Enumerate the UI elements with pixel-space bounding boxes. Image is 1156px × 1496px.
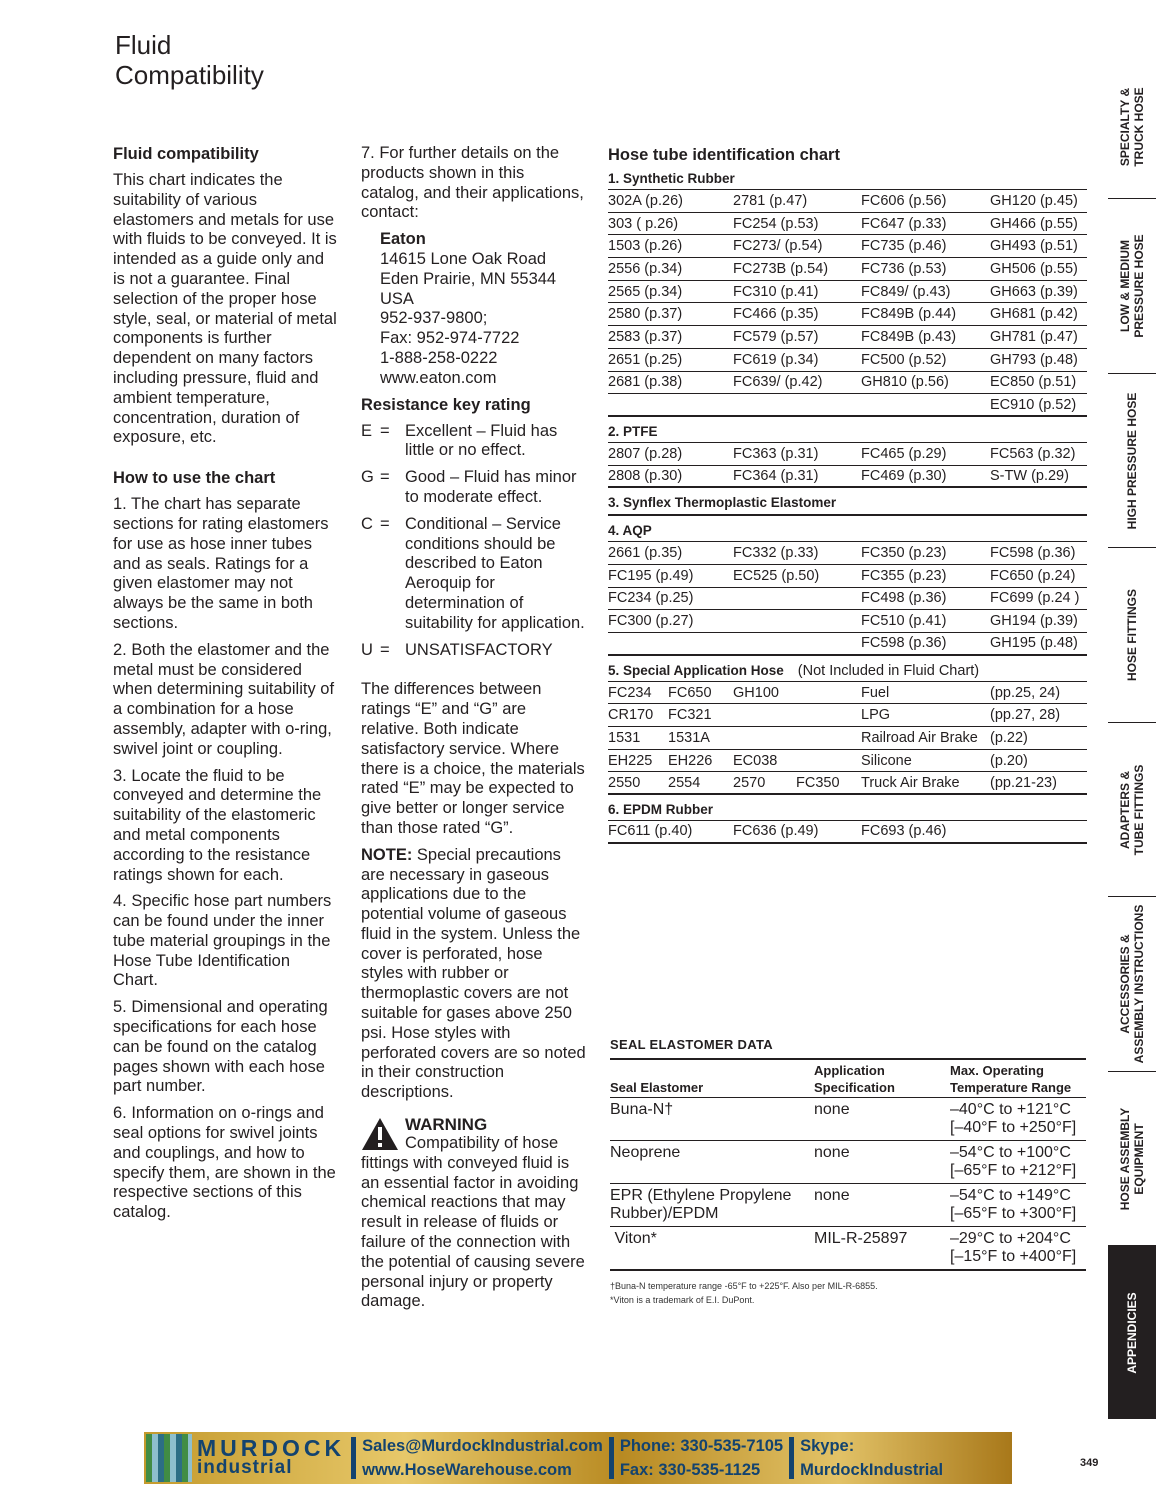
- tab-label: PRESSURE HOSE: [1132, 234, 1146, 338]
- tab-label: TRUCK HOSE: [1132, 87, 1146, 167]
- table-row: [610, 1141, 1086, 1184]
- temp-f: [–15°F to +400°F]: [950, 1248, 1077, 1265]
- step-paragraph: 1. The chart has separate sections for rating elastomers for use as hose inner tubes and as seals. Ratings for a given elastomer may not always be the same in both sections.: [113, 495, 329, 632]
- tab-label: HIGH PRESSURE HOSE: [1125, 392, 1139, 529]
- tab-label: LOW & MEDIUM: [1118, 240, 1132, 333]
- banner-skype: MurdockIndustrial: [800, 1461, 944, 1479]
- table-cell: (p.20): [990, 752, 1028, 769]
- key-row: [361, 515, 586, 634]
- table-cell: 1531A: [668, 729, 710, 746]
- seal-name: Viton*: [610, 1230, 657, 1247]
- table-cell: FC310 (p.41): [733, 283, 819, 300]
- table-cell: EH225: [608, 752, 653, 769]
- table-row: [608, 349, 1087, 372]
- key-equals: =: [380, 421, 390, 440]
- banner-divider: [609, 1437, 614, 1479]
- section-tabs: [1108, 56, 1156, 1419]
- header-text: Specification: [814, 1080, 895, 1095]
- table-cell: S-TW (p.29): [990, 467, 1069, 484]
- logo-word: industrial: [197, 1457, 293, 1478]
- tab-label: ACCESSORIES &: [1118, 934, 1132, 1034]
- table-row: [608, 235, 1087, 258]
- banner-web[interactable]: www.HoseWarehouse.com: [362, 1461, 572, 1479]
- seal-spec: none: [814, 1101, 850, 1118]
- banner-phone-block: [620, 1434, 783, 1482]
- table-row: [608, 190, 1087, 213]
- table-row: [608, 443, 1087, 466]
- seal-spec: MIL-R-25897: [814, 1230, 908, 1247]
- table-cell: FC364 (p.31): [733, 467, 819, 484]
- table-cell: Silicone: [861, 752, 912, 769]
- table-cell: FC195 (p.49): [608, 567, 694, 584]
- column-2: [361, 144, 586, 1312]
- differences-paragraph: The differences between ratings “E” and “G” are relative. Both indicate satisfactory service. Where there is a choice, the materials rated “E” may be expected to give better or longer service than those rated “G”.: [361, 680, 585, 837]
- table-cell: EC525 (p.50): [733, 567, 820, 584]
- section-heading-text: 5. Special Application Hose: [608, 662, 784, 678]
- table-row: [608, 682, 1087, 705]
- address-city: Eden Prairie, MN 55344: [380, 269, 557, 288]
- key-row: [361, 422, 586, 462]
- table-cell: (pp.25, 24): [990, 684, 1061, 701]
- contact-address: [361, 230, 586, 388]
- page-title-line1: Fluid: [115, 30, 172, 60]
- header-text: Application: [814, 1063, 885, 1078]
- seal-elastomer-table: [610, 1036, 1086, 1307]
- table-cell: GH100: [733, 684, 779, 701]
- key-description: Conditional – Service conditions should be described to Eaton Aeroquip for determination of suitability for application.: [405, 514, 585, 632]
- seal-table-title: SEAL ELASTOMER DATA: [610, 1037, 773, 1052]
- table-row: [608, 303, 1087, 326]
- table-cell: 2808 (p.30): [608, 467, 683, 484]
- table-cell: EH226: [668, 752, 713, 769]
- column-1: [113, 144, 338, 1230]
- banner-contact: [362, 1434, 603, 1482]
- murdock-logo-icon: [146, 1434, 192, 1482]
- table-row: [610, 1227, 1086, 1271]
- table-cell: FC350 (p.23): [861, 545, 947, 562]
- table-row: [608, 704, 1087, 727]
- table-cell: 1503 (p.26): [608, 238, 683, 255]
- table-row: [608, 772, 1087, 795]
- hose-tube-identification-chart: [608, 144, 1087, 844]
- table-row: [610, 1184, 1086, 1227]
- table-row: [608, 213, 1087, 236]
- table-cell: 2583 (p.37): [608, 328, 683, 345]
- table-row: [608, 750, 1087, 773]
- temp-c: –54°C to +149°C: [950, 1187, 1071, 1204]
- table-cell: FC273/ (p.54): [733, 238, 823, 255]
- key-equals: =: [380, 640, 390, 659]
- table-cell: FC636 (p.49): [733, 823, 819, 840]
- tab-label: SPECIALTY &: [1118, 87, 1132, 167]
- table-cell: 2570: [733, 774, 766, 791]
- table-row: [608, 258, 1087, 281]
- table-row: [608, 821, 1087, 844]
- table-cell: EC038: [733, 752, 778, 769]
- resistance-key-heading: Resistance key rating: [361, 395, 531, 414]
- tab-label: ASSEMBLY INSTRUCTIONS: [1132, 904, 1146, 1064]
- key-letter: U: [361, 640, 373, 659]
- table-cell: GH663 (p.39): [990, 283, 1078, 300]
- table-cell: EC910 (p.52): [990, 396, 1077, 413]
- footnote: *Viton is a trademark of E.I. DuPont.: [610, 1295, 755, 1305]
- table-cell: FC321: [668, 707, 712, 724]
- table-cell: (pp.27, 28): [990, 707, 1061, 724]
- table-cell: FC849B (p.44): [861, 306, 957, 323]
- note-label: NOTE:: [361, 845, 413, 864]
- address-phone: 952-937-9800;: [380, 309, 488, 328]
- tab-label: EQUIPMENT: [1132, 1122, 1146, 1195]
- temp-f: [–65°F to +300°F]: [950, 1205, 1077, 1222]
- table-cell: FC500 (p.52): [861, 351, 947, 368]
- chart-title: Hose tube identification chart: [608, 146, 840, 164]
- table-cell: 2550: [608, 774, 641, 791]
- banner-phone: Phone: 330-535-7105: [619, 1437, 784, 1455]
- ptfe-rows: [608, 443, 1087, 488]
- footnote: †Buna-N temperature range -65°F to +225°F. Also per MIL-R-6855.: [610, 1281, 878, 1291]
- table-row: [608, 466, 1087, 489]
- table-cell: FC498 (p.36): [861, 590, 947, 607]
- table-cell: FC650: [668, 684, 712, 701]
- table-cell: FC469 (p.30): [861, 467, 947, 484]
- table-cell: FC510 (p.41): [861, 613, 947, 630]
- table-cell: FC234: [608, 684, 652, 701]
- page-number: 349: [1080, 1457, 1099, 1469]
- table-cell: 303 ( p.26): [608, 215, 679, 232]
- table-cell: GH120 (p.45): [990, 192, 1078, 209]
- tab-hose-assembly-equipment[interactable]: [1108, 1072, 1156, 1246]
- table-cell: GH810 (p.56): [861, 374, 949, 391]
- table-cell: 1531: [608, 729, 641, 746]
- header-seal-elastomer: Seal Elastomer: [610, 1080, 704, 1095]
- step-paragraph: 6. Information on o-rings and seal options for swivel joints and couplings, and how to specify them, are shown in the respective sections of this catalog.: [113, 1104, 336, 1222]
- table-cell: 2807 (p.28): [608, 445, 683, 462]
- table-cell: 2651 (p.25): [608, 351, 683, 368]
- banner-skype-block: [800, 1434, 943, 1482]
- table-cell: 2565 (p.34): [608, 283, 683, 300]
- seal-name: Buna-N†: [610, 1101, 674, 1118]
- banner-fax: Fax: 330-535-1125: [619, 1461, 761, 1479]
- table-cell: GH781 (p.47): [990, 328, 1078, 345]
- seal-name: Neoprene: [610, 1144, 681, 1161]
- seal-temp: [950, 1187, 1086, 1223]
- table-cell: FC300 (p.27): [608, 613, 694, 630]
- intro-paragraph: This chart indicates the suitability of various elastomers and metals for use with fluids to be conveyed. It is intended as a guide only and is not a guarantee. Final selection of the proper hose style, seal, or material of metal components is further dependent on many factors including pressure, fluid and ambient temperature, concentration, duration of exposure, etc.: [113, 171, 337, 447]
- tab-low-medium-pressure-hose[interactable]: [1108, 199, 1156, 374]
- table-cell: 2781 (p.47): [733, 192, 808, 209]
- address-street: 14615 Lone Oak Road: [380, 249, 547, 268]
- table-cell: FC639/ (p.42): [733, 374, 823, 391]
- banner-skype-label: Skype:: [800, 1437, 855, 1455]
- table-cell: FC735 (p.46): [861, 238, 947, 255]
- section-heading: 4. AQP: [608, 522, 1087, 542]
- epdm-rows: [608, 821, 1087, 844]
- table-cell: Truck Air Brake: [861, 774, 960, 791]
- tab-appendicies[interactable]: [1108, 1246, 1156, 1419]
- section-heading: [608, 662, 1087, 682]
- key-letter: G: [361, 468, 374, 487]
- warning-text: Compatibility of hose fittings with conveyed fluid is an essential factor in avoiding chemical reactions that may result in release of fluids or failure of the connection with the potential of causing severe personal injury or property damage.: [361, 1134, 585, 1311]
- header-application-spec: [814, 1062, 950, 1096]
- table-cell: 2580 (p.37): [608, 306, 683, 323]
- table-cell: FC350: [796, 774, 840, 791]
- temp-f: [–40°F to +250°F]: [950, 1119, 1077, 1136]
- section-heading: 6. EPDM Rubber: [608, 801, 1087, 821]
- table-cell: FC647 (p.33): [861, 215, 947, 232]
- table-row: [610, 1098, 1086, 1141]
- key-equals: =: [380, 514, 390, 533]
- table-cell: FC606 (p.56): [861, 192, 947, 209]
- header-text: Max. Operating: [950, 1063, 1044, 1078]
- key-letter: E: [361, 421, 373, 440]
- murdock-banner[interactable]: [144, 1432, 1012, 1484]
- seal-spec: none: [814, 1187, 850, 1204]
- section-heading: 2. PTFE: [608, 423, 1087, 443]
- step-paragraph: 2. Both the elastomer and the metal must be considered when determining suitability of a combination for a hose assembly, adapter with o-ring, swivel joint or coupling.: [113, 640, 335, 758]
- tab-adapters-tube-fittings[interactable]: [1108, 723, 1156, 897]
- table-row: [608, 394, 1087, 417]
- table-cell: 2681 (p.38): [608, 374, 683, 391]
- seal-table-header: [610, 1058, 1086, 1098]
- table-row: [608, 542, 1087, 565]
- banner-email[interactable]: Sales@MurdockIndustrial.com: [362, 1437, 603, 1455]
- tab-label: HOSE ASSEMBLY: [1118, 1107, 1132, 1210]
- table-cell: 2661 (p.35): [608, 545, 683, 562]
- page-title: [115, 30, 264, 90]
- step-paragraph: 3. Locate the fluid to be conveyed and determine the suitability of the elastomeric and metal components according to the resistance ratings shown for each.: [113, 766, 322, 884]
- key-description: UNSATISFACTORY: [405, 640, 553, 659]
- tab-accessories-assembly[interactable]: [1108, 897, 1156, 1072]
- address-fax: Fax: 952-974-7722: [380, 329, 520, 348]
- table-row: [608, 610, 1087, 633]
- table-cell: FC273B (p.54): [733, 260, 829, 277]
- step-paragraph: 4. Specific hose part numbers can be found under the inner tube material groupings in the Hose Tube Identification Chart.: [113, 892, 332, 990]
- how-to-use-heading: How to use the chart: [113, 469, 276, 488]
- seal-temp: [950, 1230, 1086, 1266]
- table-cell: FC254 (p.53): [733, 215, 819, 232]
- table-cell: GH466 (p.55): [990, 215, 1078, 232]
- note-text: Special precautions are necessary in gaseous applications due to the potential volume of gaseous fluid in the system. Unless the cover is perforated, hose styles with rubber or thermoplastic covers are not suitable for gases above 250 psi. Hose styles with perforated covers are so noted in their construction descriptions.: [361, 845, 586, 1102]
- warning-box: [361, 1115, 586, 1312]
- table-cell: FC650 (p.24): [990, 567, 1076, 584]
- temp-c: –29°C to +204°C: [950, 1230, 1071, 1247]
- table-row: [608, 372, 1087, 395]
- table-cell: FC598 (p.36): [861, 635, 947, 652]
- table-cell: (pp.21-23): [990, 774, 1057, 791]
- table-row: [608, 326, 1087, 349]
- table-cell: GH493 (p.51): [990, 238, 1078, 255]
- section-heading: 3. Synflex Thermoplastic Elastomer: [608, 494, 1087, 516]
- key-description: Good – Fluid has minor to moderate effect.: [405, 468, 577, 506]
- table-cell: GH194 (p.39): [990, 613, 1078, 630]
- table-cell: 302A (p.26): [608, 192, 683, 209]
- table-cell: FC619 (p.34): [733, 351, 819, 368]
- table-cell: FC849B (p.43): [861, 328, 957, 345]
- key-row: [361, 641, 586, 661]
- table-cell: 2556 (p.34): [608, 260, 683, 277]
- special-application-rows: [608, 682, 1087, 795]
- header-text: Temperature Range: [950, 1080, 1072, 1095]
- tab-label: ADAPTERS &: [1118, 770, 1132, 849]
- section-heading: 1. Synthetic Rubber: [608, 170, 1087, 190]
- seal-temp: [950, 1144, 1086, 1180]
- seal-name: EPR (Ethylene Propylene Rubber)/EPDM: [610, 1187, 792, 1222]
- seal-temp: [950, 1101, 1086, 1137]
- warning-title: WARNING: [405, 1115, 488, 1135]
- key-letter: C: [361, 514, 373, 533]
- table-cell: FC579 (p.57): [733, 328, 819, 345]
- address-country: USA: [380, 289, 414, 308]
- temp-c: –40°C to +121°C: [950, 1101, 1071, 1118]
- table-cell: FC332 (p.33): [733, 545, 819, 562]
- key-row: [361, 468, 586, 508]
- temp-c: –54°C to +100°C: [950, 1144, 1071, 1161]
- key-description: Excellent – Fluid has little or no effect.: [405, 421, 558, 460]
- table-cell: (p.22): [990, 729, 1028, 746]
- address-name: Eaton: [380, 230, 426, 249]
- tab-label: TUBE FITTINGS: [1132, 764, 1146, 855]
- table-cell: FC355 (p.23): [861, 567, 947, 584]
- step-paragraph: 5. Dimensional and operating specifications for each hose can be found on the catalog pages shown with each hose part number.: [113, 998, 328, 1096]
- tab-label: APPENDICIES: [1125, 1291, 1139, 1374]
- seal-spec: none: [814, 1144, 850, 1161]
- tab-hose-fittings[interactable]: [1108, 548, 1156, 723]
- step-paragraph: 7. For further details on the products shown in this catalog, and their applications, contact:: [361, 144, 584, 222]
- table-cell: Railroad Air Brake: [861, 729, 978, 746]
- fluid-compatibility-heading: Fluid compatibility: [113, 145, 259, 163]
- page-title-line2: Compatibility: [115, 60, 264, 90]
- table-cell: EC850 (p.51): [990, 374, 1077, 391]
- table-cell: GH195 (p.48): [990, 635, 1078, 652]
- table-row: [608, 281, 1087, 304]
- tab-specialty-truck-hose[interactable]: [1108, 56, 1156, 199]
- section-subheading: (Not Included in Fluid Chart): [797, 662, 980, 679]
- murdock-logo-text: [197, 1435, 346, 1478]
- table-cell: FC849/ (p.43): [861, 283, 951, 300]
- temp-f: [–65°F to +212°F]: [950, 1162, 1077, 1179]
- table-cell: FC693 (p.46): [861, 823, 947, 840]
- table-cell: LPG: [861, 707, 891, 724]
- table-cell: FC563 (p.32): [990, 445, 1076, 462]
- table-cell: FC465 (p.29): [861, 445, 947, 462]
- logo-word: MURDOCK: [197, 1435, 346, 1461]
- table-cell: FC466 (p.35): [733, 306, 819, 323]
- tab-label: HOSE FITTINGS: [1125, 588, 1139, 682]
- table-cell: GH681 (p.42): [990, 306, 1078, 323]
- note-paragraph: [361, 846, 586, 1103]
- banner-divider: [789, 1437, 794, 1479]
- table-cell: FC234 (p.25): [608, 590, 694, 607]
- key-equals: =: [380, 468, 390, 487]
- tab-high-pressure-hose[interactable]: [1108, 374, 1156, 548]
- table-cell: CR170: [608, 707, 654, 724]
- table-cell: FC598 (p.36): [990, 545, 1076, 562]
- table-cell: FC611 (p.40): [608, 823, 693, 840]
- table-cell: Fuel: [861, 684, 890, 701]
- table-cell: GH506 (p.55): [990, 260, 1078, 277]
- table-row: [608, 588, 1087, 611]
- synthetic-rubber-rows: [608, 190, 1087, 417]
- table-cell: FC363 (p.31): [733, 445, 819, 462]
- footnotes: [610, 1279, 1086, 1307]
- table-row: [608, 727, 1087, 750]
- address-web[interactable]: www.eaton.com: [380, 368, 497, 387]
- aqp-rows: [608, 542, 1087, 655]
- table-cell: FC699 (p.24 ): [990, 590, 1080, 607]
- banner-divider: [351, 1437, 356, 1479]
- table-cell: 2554: [668, 774, 701, 791]
- table-row: [608, 633, 1087, 656]
- header-temp-range: [950, 1062, 1086, 1096]
- table-cell: GH793 (p.48): [990, 351, 1078, 368]
- address-tollfree: 1-888-258-0222: [380, 348, 498, 367]
- table-cell: FC736 (p.53): [861, 260, 947, 277]
- table-row: [608, 565, 1087, 588]
